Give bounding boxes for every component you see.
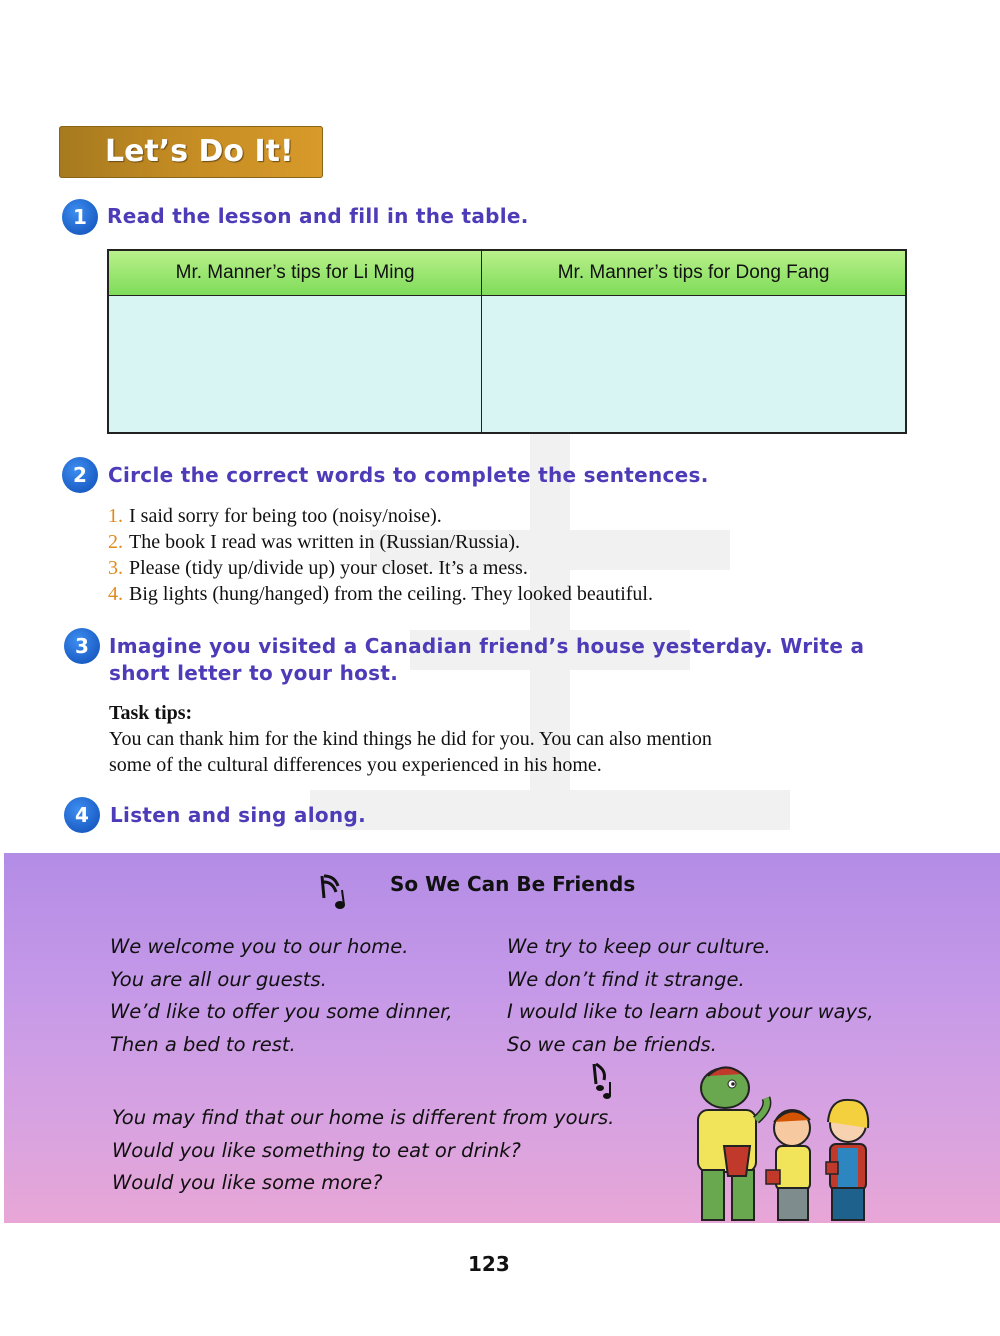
lyric-line: You may find that our home is different from yours.: [112, 1106, 615, 1129]
table-cell-dong-fang[interactable]: [482, 296, 906, 434]
task-tips-line2: some of the cultural differences you experienced in his home.: [109, 754, 602, 776]
section-4-title: Listen and sing along.: [110, 803, 366, 827]
lyric-line: We try to keep our culture.: [507, 935, 771, 958]
lyrics-right-verse: [507, 931, 874, 1061]
sentence-number: 1.: [108, 505, 123, 527]
sentence-item: [108, 581, 653, 607]
sentence-number: 2.: [108, 531, 123, 553]
section-1-number: 1: [62, 199, 98, 235]
sentence-text: Big lights (hung/hanged) from the ceiling. They looked beautiful.: [129, 583, 653, 605]
table-header-dong-fang: Mr. Manner’s tips for Dong Fang: [482, 250, 906, 296]
sentence-text: The book I read was written in (Russian/Russia).: [129, 531, 521, 553]
lyric-line: Would you like some more?: [112, 1171, 383, 1194]
sentence-number: 3.: [108, 557, 123, 579]
lyrics-left-verse: [110, 931, 453, 1061]
sentence-text: Please (tidy up/divide up) your closet. It’s a mess.: [129, 557, 528, 579]
lyric-line: We don’t find it strange.: [507, 967, 745, 991]
sentence-number: 4.: [108, 583, 123, 605]
lyric-line: Would you like something to eat or drink?: [112, 1138, 521, 1162]
lyric-line: We’d like to offer you some dinner,: [110, 1000, 453, 1023]
lyric-line: You are all our guests.: [110, 967, 327, 991]
tips-table: [107, 249, 907, 434]
song-title: So We Can Be Friends: [390, 872, 636, 896]
task-tips: [109, 700, 909, 778]
table-cell-li-ming[interactable]: [108, 296, 482, 434]
section-2-number: 2: [62, 457, 98, 493]
sentence-text: I said sorry for being too (noisy/noise).: [129, 505, 442, 527]
lyric-line: Then a bed to rest.: [110, 1032, 296, 1056]
page-number: 123: [468, 1252, 510, 1276]
sentence-item: [108, 529, 653, 555]
sentence-item: [108, 555, 653, 581]
task-tips-label: Task tips:: [109, 702, 193, 724]
section-2-title: Circle the correct words to complete the sentences.: [108, 463, 709, 487]
music-note-icon: [586, 1060, 620, 1100]
lyric-line: We welcome you to our home.: [110, 935, 409, 958]
section-1-title: Read the lesson and fill in the table.: [107, 204, 529, 228]
section-3-title-line2: short letter to your host.: [109, 661, 399, 685]
sentence-item: [108, 503, 653, 529]
section-4-number: 4: [64, 797, 100, 833]
table-header-li-ming: Mr. Manner’s tips for Li Ming: [108, 250, 482, 296]
page-title: Let’s Do It!: [105, 134, 294, 169]
section-3-number: 3: [64, 628, 100, 664]
lyric-line: So we can be friends.: [507, 1032, 717, 1056]
lyrics-bottom-verse: [112, 1102, 614, 1200]
task-tips-line1: You can thank him for the kind things he did for you. You can also mention: [109, 728, 712, 750]
lyric-line: I would like to learn about your ways,: [507, 1000, 874, 1023]
section-3-title-line1: Imagine you visited a Canadian friend’s house yesterday. Write a: [109, 634, 865, 658]
friends-illustration: [680, 1058, 890, 1223]
lets-do-it-banner: [59, 126, 323, 178]
sentence-list: [108, 503, 653, 607]
music-note-icon: [318, 872, 352, 912]
